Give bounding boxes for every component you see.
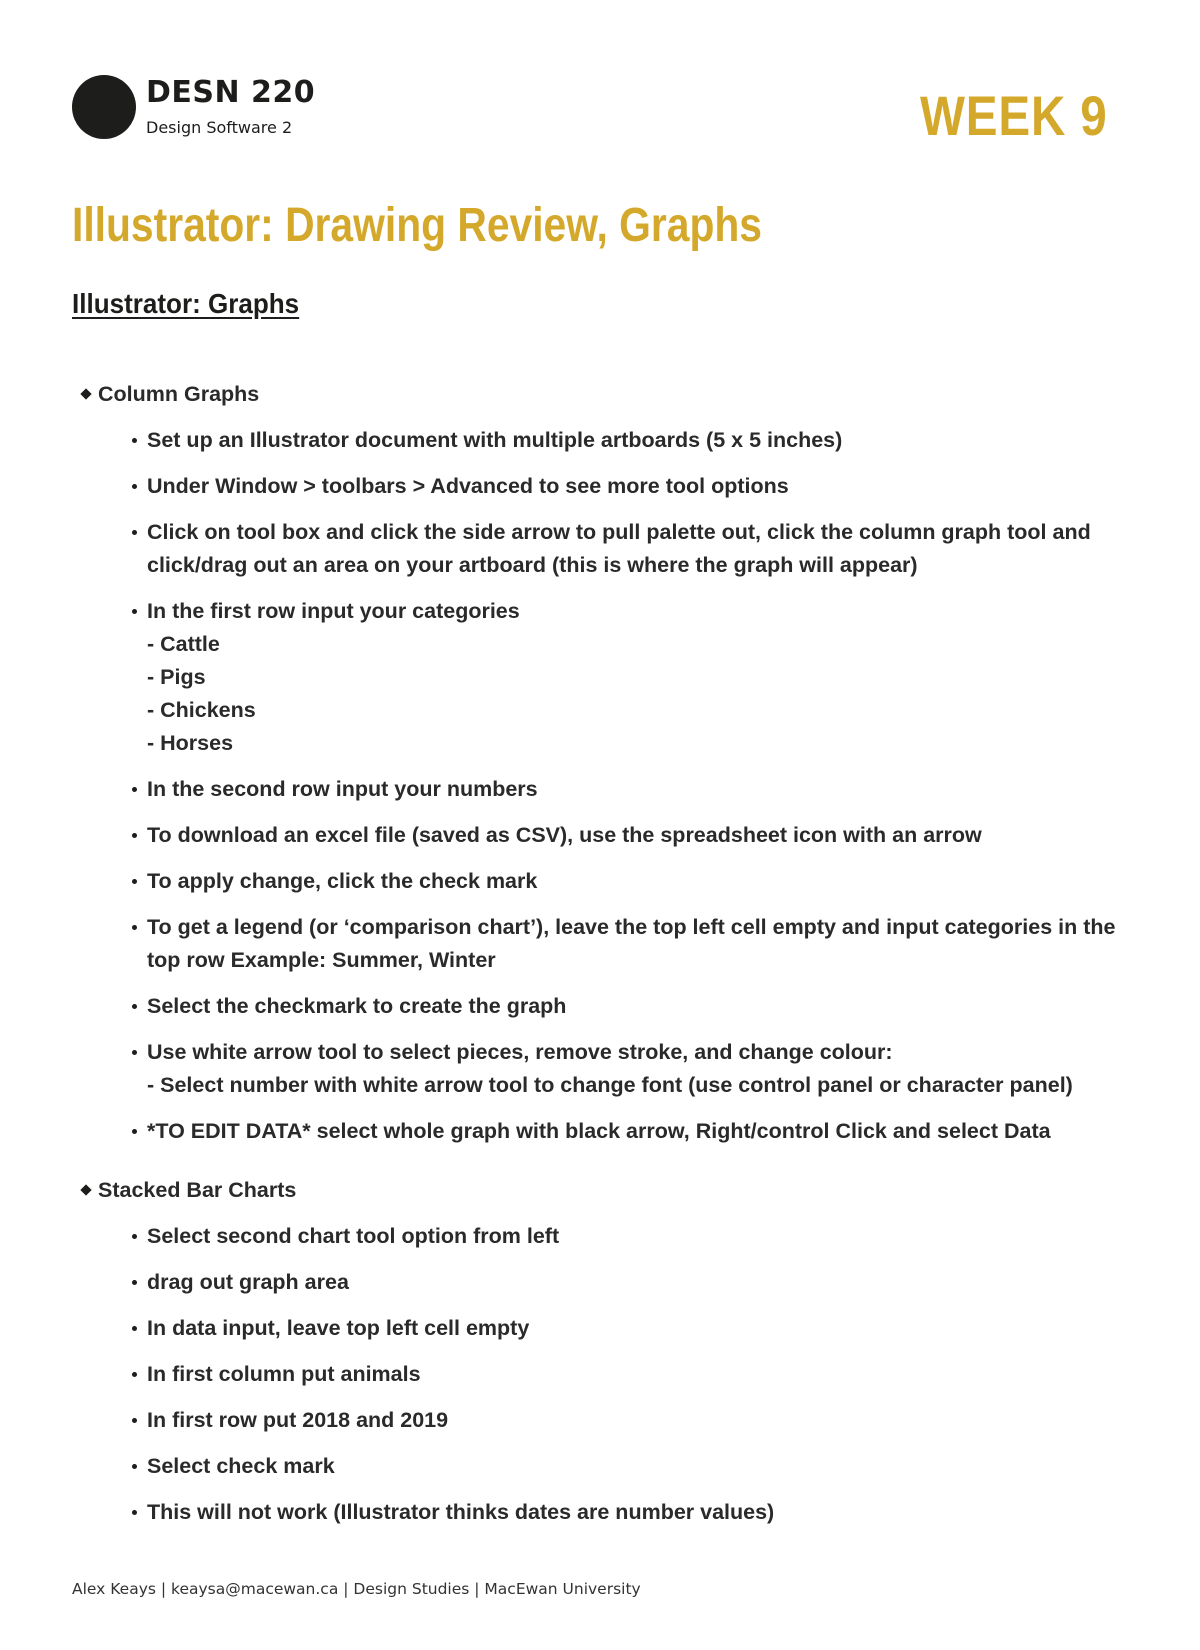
list-item-text: To apply change, click the check mark	[147, 869, 538, 893]
instructions-content	[0, 378, 1200, 1529]
list-item	[0, 1312, 1200, 1345]
list-item-text: *TO EDIT DATA* select whole graph with black arrow, Right/control Click and select Data	[147, 1119, 1051, 1143]
content-group	[0, 1174, 1200, 1529]
bullet-icon	[132, 1418, 137, 1423]
diamond-bullet-icon	[80, 1184, 91, 1195]
group-heading-text: Column Graphs	[98, 382, 260, 406]
list-item	[0, 1115, 1200, 1148]
bullet-icon	[132, 1234, 137, 1239]
list-item-text: Select check mark	[147, 1454, 335, 1478]
list-item	[0, 1496, 1200, 1529]
footer: Alex Keays | keaysa@macewan.ca | Design Studies | MacEwan University	[72, 1580, 641, 1598]
course-name: Design Software 2	[146, 118, 293, 137]
bullet-icon	[132, 1464, 137, 1469]
bullet-icon	[132, 1050, 137, 1055]
list-item-text: Use white arrow tool to select pieces, remove stroke, and change colour:	[147, 1040, 893, 1064]
bullet-icon	[132, 787, 137, 792]
bullet-icon	[132, 1372, 137, 1377]
page-title: Illustrator: Drawing Review, Graphs	[72, 199, 762, 252]
bullet-icon	[132, 1326, 137, 1331]
bullet-icon	[132, 879, 137, 884]
instruction-list	[0, 424, 1200, 1148]
list-item-subline: - Cattle	[147, 632, 220, 656]
group-heading	[0, 378, 1200, 411]
bullet-icon	[132, 833, 137, 838]
bullet-icon	[132, 925, 137, 930]
instruction-list	[0, 1220, 1200, 1529]
list-item-text: In the second row input your numbers	[147, 777, 538, 801]
diamond-bullet-icon	[80, 388, 91, 399]
section-heading: Illustrator: Graphs	[72, 288, 300, 319]
bullet-icon	[132, 1129, 137, 1134]
bullet-icon	[132, 484, 137, 489]
list-item-text: In the first row input your categories	[147, 599, 520, 623]
week-label: WEEK 9	[920, 84, 1108, 147]
list-item-text: This will not work (Illustrator thinks dates are number values)	[147, 1500, 775, 1524]
list-item	[0, 516, 1200, 582]
list-item-subline: - Select number with white arrow tool to change font (use control panel or character panel)	[147, 1073, 1073, 1097]
list-item-text: To download an excel file (saved as CSV), use the spreadsheet icon with an arrow	[147, 823, 982, 847]
bullet-icon	[132, 438, 137, 443]
bullet-icon	[132, 1280, 137, 1285]
list-item-text: Set up an Illustrator document with multiple artboards (5 x 5 inches)	[147, 428, 843, 452]
list-item-text: Select second chart tool option from left	[147, 1224, 560, 1248]
list-item-text: drag out graph area	[147, 1270, 349, 1294]
list-item-subline: - Chickens	[147, 698, 256, 722]
list-item-text: Click on tool box and click the side arrow to pull palette out, click the column graph tool and click/drag out an area on your artboard (this is where the graph will appear)	[147, 520, 1091, 577]
list-item-text: Select the checkmark to create the graph	[147, 994, 567, 1018]
list-item	[0, 819, 1200, 852]
list-item	[0, 424, 1200, 457]
list-item	[0, 595, 1200, 760]
content-group	[0, 378, 1200, 1148]
list-item-text: In first column put animals	[147, 1362, 421, 1386]
list-item	[0, 1036, 1200, 1102]
list-item	[0, 865, 1200, 898]
list-item	[0, 470, 1200, 503]
list-item	[0, 1220, 1200, 1253]
group-heading-text: Stacked Bar Charts	[98, 1178, 297, 1202]
course-logo-dot	[72, 75, 136, 139]
list-item-subline: - Horses	[147, 731, 234, 755]
list-item	[0, 1450, 1200, 1483]
list-item	[0, 1266, 1200, 1299]
group-heading	[0, 1174, 1200, 1207]
list-item-text: To get a legend (or ‘comparison chart’), leave the top left cell empty and input categories in the top row Example: Summer, Winter	[147, 915, 1116, 972]
list-item	[0, 911, 1200, 977]
list-item	[0, 1404, 1200, 1437]
bullet-icon	[132, 609, 137, 614]
course-code: DESN 220	[146, 75, 316, 110]
bullet-icon	[132, 1004, 137, 1009]
list-item	[0, 1358, 1200, 1391]
list-item-text: In data input, leave top left cell empty	[147, 1316, 530, 1340]
list-item-subline: - Pigs	[147, 665, 206, 689]
list-item	[0, 773, 1200, 806]
list-item-text: In first row put 2018 and 2019	[147, 1408, 449, 1432]
bullet-icon	[132, 1510, 137, 1515]
list-item-text: Under Window > toolbars > Advanced to see more tool options	[147, 474, 789, 498]
bullet-icon	[132, 530, 137, 535]
list-item	[0, 990, 1200, 1023]
